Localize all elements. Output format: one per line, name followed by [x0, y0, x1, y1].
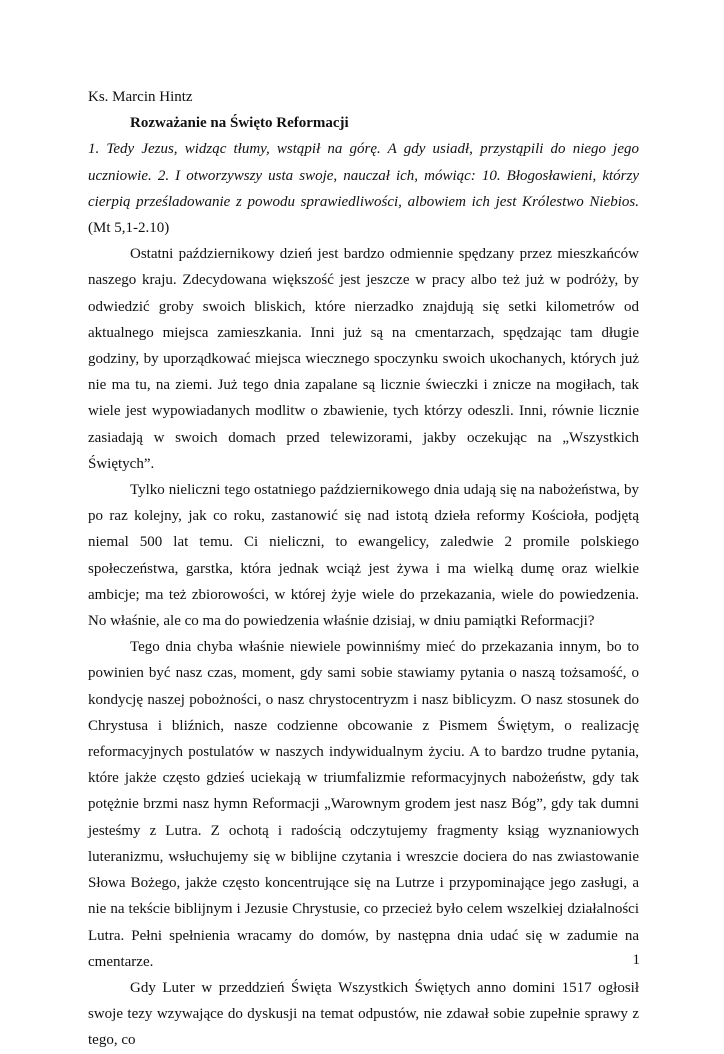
scripture-verse: [88, 136, 639, 241]
paragraph: Tylko nieliczni tego ostatniego październikowego dnia udają się na nabożeństwa, by po raz kolejny, jak co roku, zastanowić się nad istotą dzieła reformy Kościoła, podjętą niemal 500 lat temu. Ci nieliczni, to ewangelicy, zaledwie 2 promile polskiego społeczeństwa, garstka, która jednak wciąż jest żywa i ma wielką dumę oraz wielkie ambicje; ma też zbiorowości, w której żyje wiele do przekazania, wiele do powiedzenia. No właśnie, ale co ma do powiedzenia właśnie dzisiaj, w dniu pamiątki Reformacji?: [88, 482, 639, 630]
paragraph: Ostatni październikowy dzień jest bardzo odmiennie spędzany przez mieszkańców naszego kraju. Zdecydowana większość jest jeszcze w pracy albo też już w podróży, by odwiedzić groby swoich bliskich, które nierzadko znajdują się setki kilometrów od aktualnego miejsca zamieszkania. Inni już są na cmentarzach, spędzając tam długie godziny, by uporządkować miejsca wiecznego spoczynku swoich ukochanych, których już nie ma tu, na ziemi. Już tego dnia zapalane są licznie świeczki i znicze na mogiłach, tak wiele jest wypowiadanych modlitw o zbawienie, tych którzy odeszli. Inni, równie licznie zasiadają w swoich domach przed telewizorami, jakby oczekując na „Wszystkich Świętych”.: [88, 246, 639, 472]
paragraph: Tego dnia chyba właśnie niewiele powinniśmy mieć do przekazania innym, bo to powinien być nasz czas, moment, gdy sami sobie stawiamy pytania o naszą tożsamość, o kondycję naszej pobożności, o nasz chrystocentryzm i nasz biblicyzm. O nasz stosunek do Chrystusa i bliźnich, nasze codzienne obcowanie z Pismem Świętym, o realizację reformacyjnych postulatów w naszych indywidualnym życiu. A to bardzo trudne pytania, które jakże często gdzieś uciekają w triumfalizmie reformacyjnych nabożeństw, gdy tak potężnie brzmi nasz hymn Reformacji „Warownym grodem jest nasz Bóg”, gdy tak dumni jesteśmy z Lutra. Z ochotą i radością odczytujemy fragmenty ksiąg wyznaniowych luteranizmu, wsłuchujemy się w biblijne czytania i wreszcie dociera do nas zwiastowanie Słowa Bożego, jakże często koncentrujące się na Lutrze i przypominające jego zasługi, a nie na tekście biblijnym i Jezusie Chrystusie, co przecież było celem wszelkiej działalności Lutra. Pełni spełnienia wracamy do domów, by następna dnia udać się w zadumie na cmentarze.: [88, 639, 639, 970]
document-title: Rozważanie na Święto Reformacji: [130, 115, 349, 132]
page-number: 1: [632, 952, 640, 968]
paragraph: Gdy Luter w przeddzień Święta Wszystkich Świętych anno domini 1517 ogłosił swoje tezy wzywające do dyskusji na temat odpustów, nie zdawał sobie zupełnie sprawy z tego, co: [88, 979, 639, 1049]
verse-reference: (Mt 5,1-2.10): [88, 220, 170, 237]
author-line: Ks. Marcin Hintz: [88, 89, 193, 105]
verse-text: 1. Tedy Jezus, widząc tłumy, wstąpił na górę. A gdy usiadł, przystąpili do niego jego uczniowie. 2. I otworzywszy usta swoje, nauczał ich, mówiąc: 10. Błogosławieni, którzy cierpią prześladowanie z powodu sprawiedliwości, albowiem ich jest Królestwo Niebios.: [88, 141, 639, 210]
document-page: [88, 84, 639, 1054]
